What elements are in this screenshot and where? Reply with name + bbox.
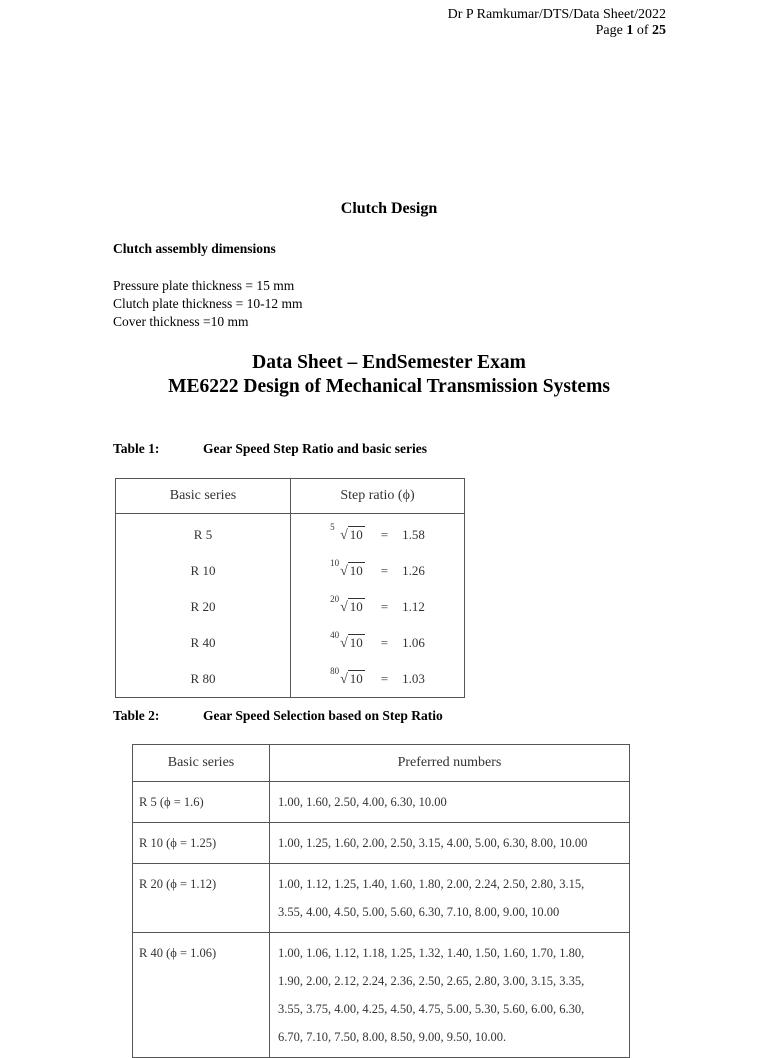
page-header <box>448 7 666 39</box>
table-row <box>116 514 465 554</box>
table-row <box>116 625 465 661</box>
preferred-numbers-cell: 1.00, 1.06, 1.12, 1.18, 1.25, 1.32, 1.40, 1.50, 1.60, 1.70, 1.80, 1.90, 2.00, 2.12, 2.24, 2.36, 2.50, 2.65, 2.80, 3.00, 3.15, 3.35, 3.55, 3.75, 4.00, 4.25, 4.50, 4.75, 5.00, 5.30, 5.60, 6.00, 6.30, 6.70, 7.10, 7.50, 8.00, 8.50, 9.00, 9.50, 10.00. <box>278 946 585 1044</box>
table2-title: Gear Speed Selection based on Step Ratio <box>203 708 443 723</box>
header-author-line: Dr P Ramkumar/DTS/Data Sheet/2022 <box>447 7 666 22</box>
ratio-value: 1.26 <box>402 563 425 578</box>
table2-caption <box>113 708 443 724</box>
column-header: Basic series <box>133 745 270 782</box>
column-header: Basic series <box>116 479 291 514</box>
root-expression: 80 √ 10 <box>330 665 363 687</box>
ratio-cell: 20 √ 10 = 1.12 <box>330 593 425 615</box>
column-header: Preferred numbers <box>270 745 630 782</box>
ratio-cell: 80 √ 10 = 1.03 <box>330 665 425 687</box>
page-word: Page <box>595 23 623 38</box>
preferred-numbers-cell: 1.00, 1.25, 1.60, 2.00, 2.50, 3.15, 4.00, 5.00, 6.30, 8.00, 10.00 <box>270 823 630 864</box>
series-cell: R 20 <box>116 589 291 625</box>
series-cell: R 10 <box>116 553 291 589</box>
table-row <box>133 782 630 823</box>
table1-title: Gear Speed Step Ratio and basic series <box>203 441 428 456</box>
preferred-numbers-table <box>132 744 630 1058</box>
clutch-design-title: Clutch Design <box>340 200 438 217</box>
table-row <box>133 823 630 864</box>
root-expression: 10 √ 10 <box>330 557 363 579</box>
ratio-value: 1.58 <box>402 527 425 542</box>
page-number-line <box>448 23 666 39</box>
step-ratio-table <box>115 478 465 698</box>
root-expression: 20 √ 10 <box>330 593 363 615</box>
clutch-plate-line: Clutch plate thickness = 10-12 mm <box>113 296 303 311</box>
column-header: Step ratio (ϕ) <box>291 479 465 514</box>
table-row <box>116 553 465 589</box>
series-cell: R 20 (ϕ = 1.12) <box>133 864 270 933</box>
data-sheet-title <box>0 351 768 399</box>
table2-number: Table 2: <box>113 708 160 723</box>
pressure-plate-line: Pressure plate thickness = 15 mm <box>113 278 295 293</box>
table-header-row <box>133 745 630 782</box>
title-line-2: ME6222 Design of Mechanical Transmission Systems <box>168 376 610 397</box>
clutch-assembly-subhead: Clutch assembly dimensions <box>113 241 276 256</box>
page-number: 1 <box>626 23 634 38</box>
cover-thickness-line: Cover thickness =10 mm <box>113 314 249 329</box>
title-line-1: Data Sheet – EndSemester Exam <box>252 352 526 373</box>
table-row <box>133 933 630 1058</box>
root-expression: 40 √ 10 <box>330 629 363 651</box>
ratio-value: 1.06 <box>402 635 425 650</box>
series-cell: R 40 <box>116 625 291 661</box>
root-expression: 5 √ 10 <box>330 521 363 543</box>
series-cell: R 80 <box>116 661 291 698</box>
table-row <box>116 589 465 625</box>
series-cell: R 5 (ϕ = 1.6) <box>133 782 270 823</box>
page-total: 25 <box>652 23 666 38</box>
table-header-row <box>116 479 465 514</box>
table-row <box>116 661 465 698</box>
ratio-cell: 5 √ 10 = 1.58 <box>330 521 425 543</box>
series-cell: R 5 <box>116 514 291 554</box>
series-cell: R 10 (ϕ = 1.25) <box>133 823 270 864</box>
ratio-cell: 10 √ 10 = 1.26 <box>330 557 425 579</box>
table1-number: Table 1: <box>113 441 160 456</box>
series-cell: R 40 (ϕ = 1.06) <box>133 933 270 1058</box>
table-row <box>133 864 630 933</box>
clutch-dimensions <box>113 277 302 331</box>
ratio-value: 1.03 <box>402 671 425 686</box>
ratio-cell: 40 √ 10 = 1.06 <box>330 629 425 651</box>
table1-caption <box>113 441 427 457</box>
preferred-numbers-cell: 1.00, 1.60, 2.50, 4.00, 6.30, 10.00 <box>270 782 630 823</box>
ratio-value: 1.12 <box>402 599 425 614</box>
preferred-numbers-cell: 1.00, 1.12, 1.25, 1.40, 1.60, 1.80, 2.00, 2.24, 2.50, 2.80, 3.15, 3.55, 4.00, 4.50, 5.00, 5.60, 6.30, 7.10, 8.00, 9.00, 10.00 <box>270 864 630 933</box>
of-word: of <box>636 23 649 38</box>
